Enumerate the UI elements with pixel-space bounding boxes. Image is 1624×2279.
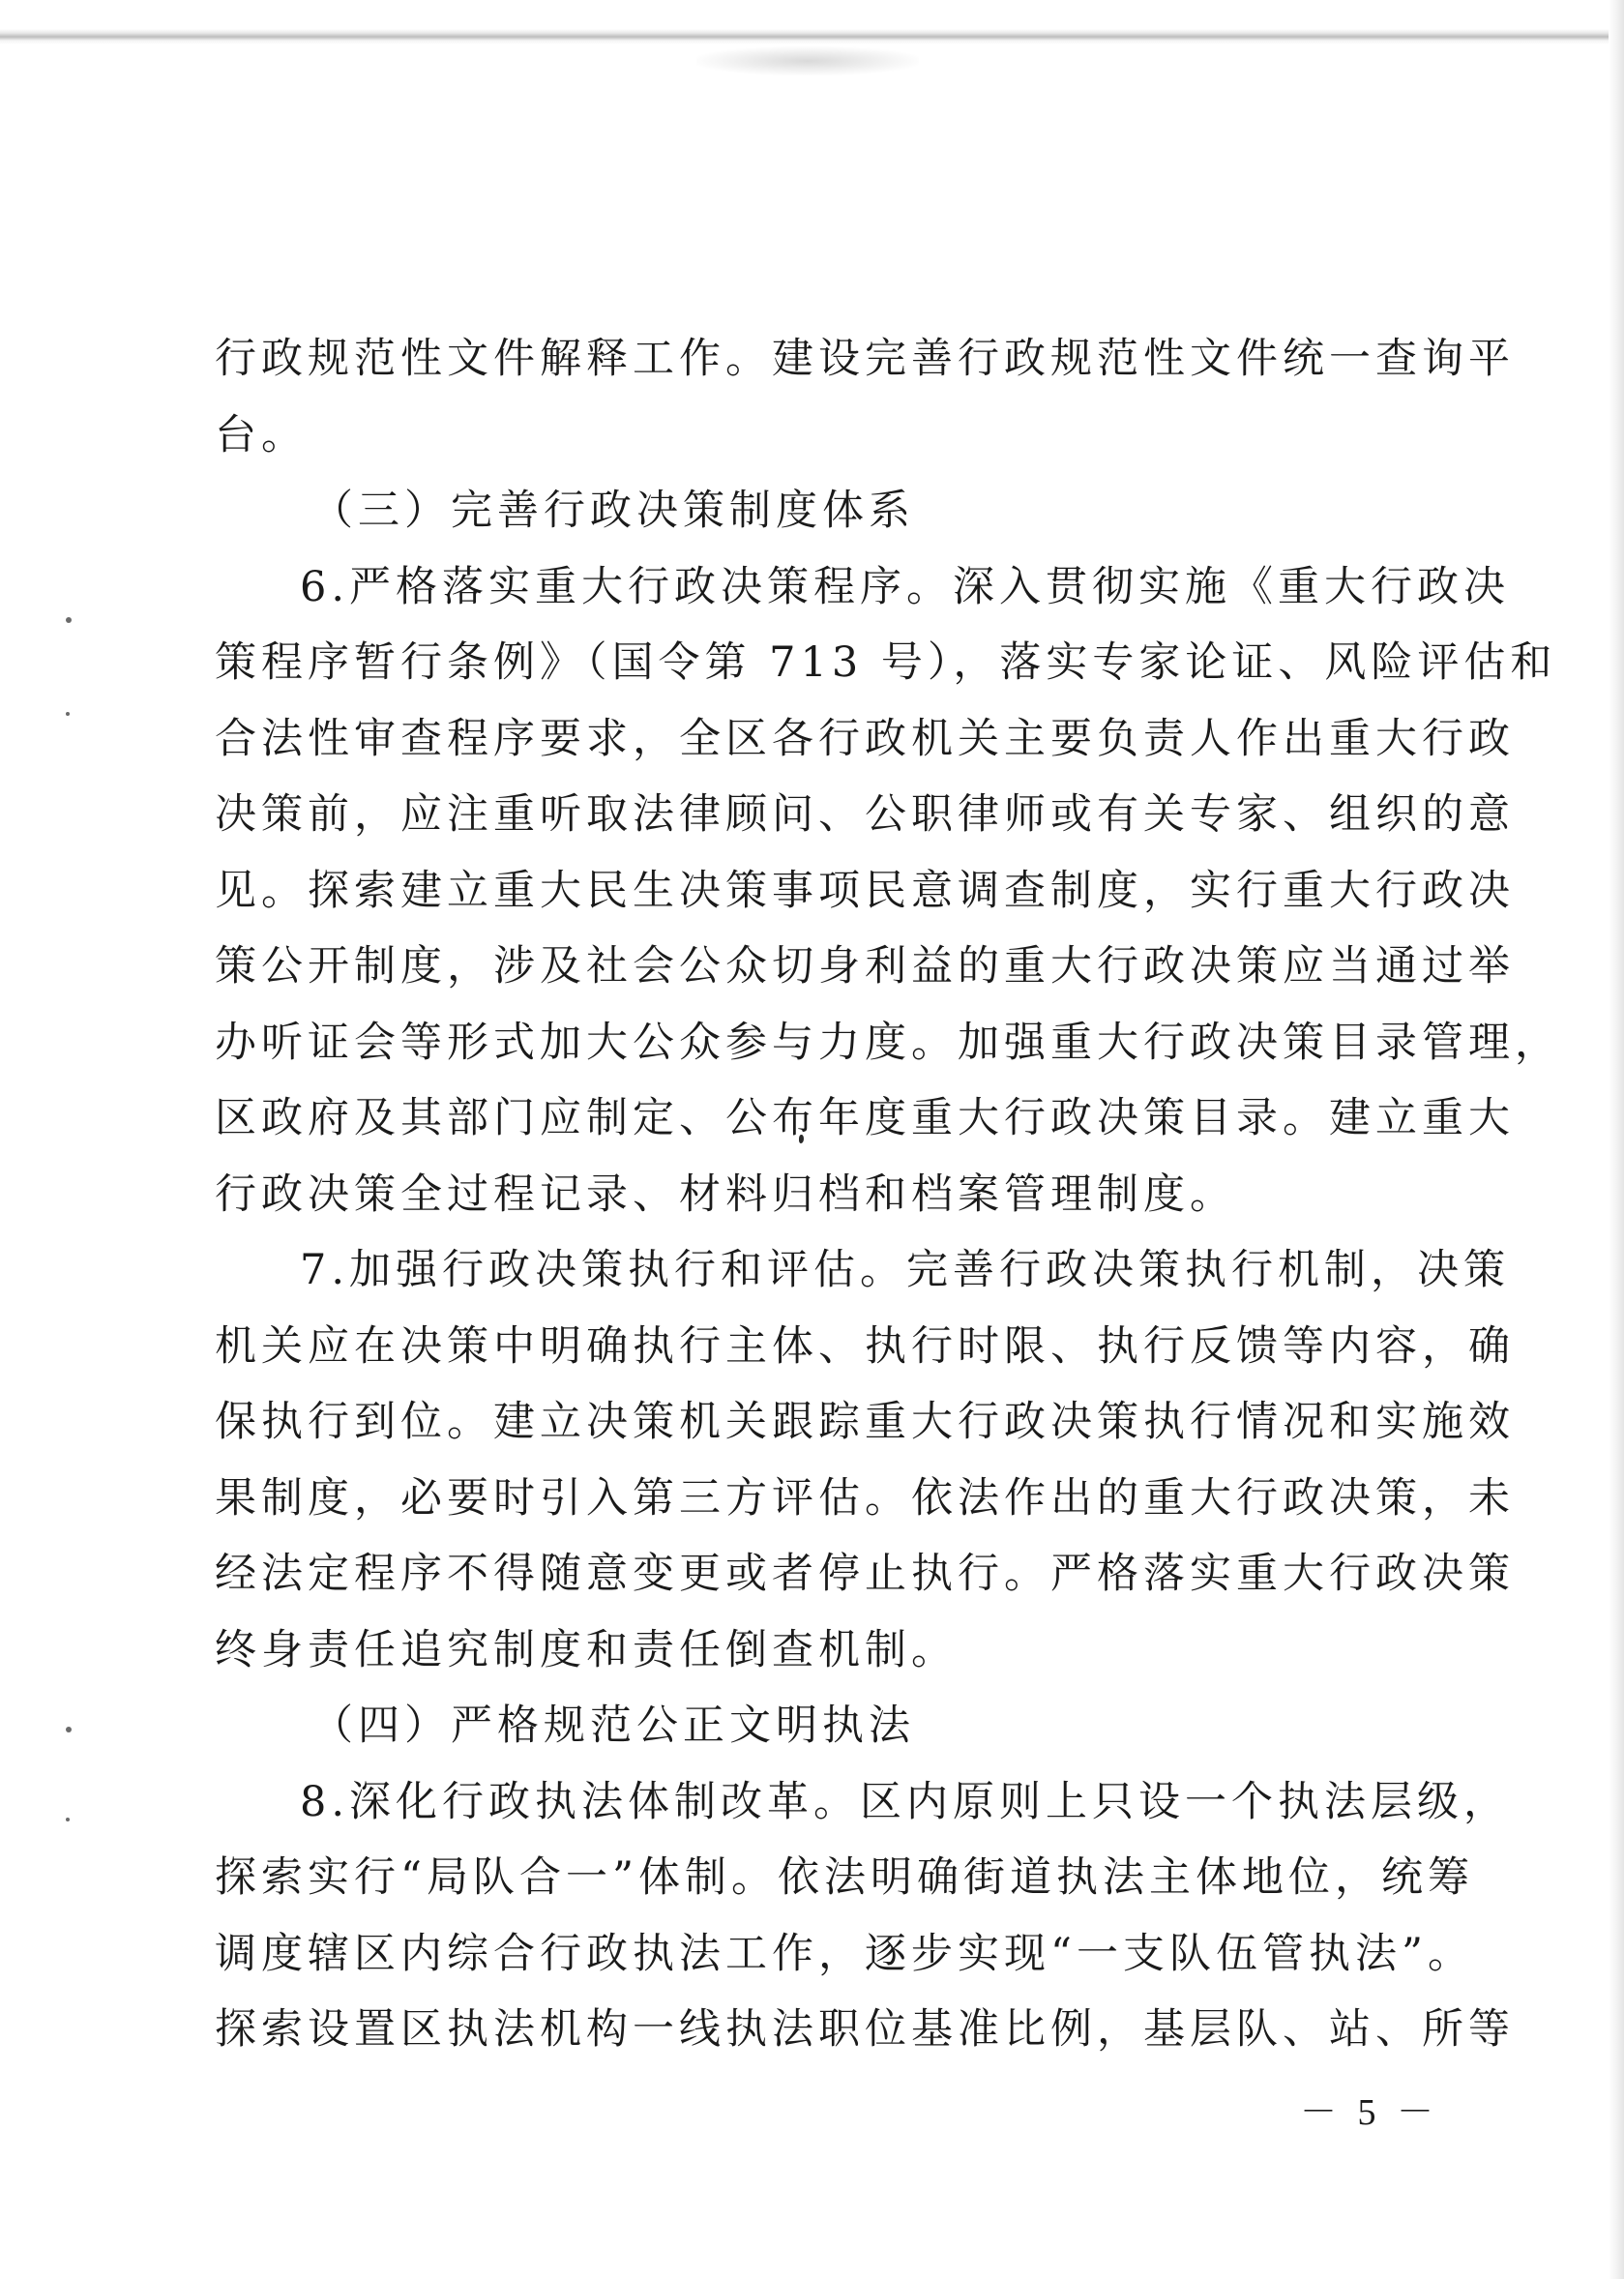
text-line: 终身责任追究制度和责任倒查机制。 bbox=[215, 1625, 958, 1674]
section-heading: （三）完善行政决策制度体系 bbox=[311, 487, 915, 535]
text-line: 办听证会等形式加大公众参与力度。加强重大行政决策目录管理， bbox=[215, 1018, 1561, 1067]
text-line: 台。 bbox=[215, 410, 308, 459]
scan-top-edge bbox=[0, 0, 1624, 44]
paragraph-first-line: 6.严格落实重大行政决策程序。深入贯彻实施《重大行政决 bbox=[300, 562, 1511, 611]
text-line: 策公开制度，涉及社会公众切身利益的重大行政决策应当通过举 bbox=[215, 942, 1515, 991]
text-line: 行政规范性文件解释工作。建设完善行政规范性文件统一查询平 bbox=[215, 335, 1515, 383]
scan-speck bbox=[66, 1818, 70, 1821]
page-number: － 5 － bbox=[1300, 2092, 1440, 2133]
text-line: 调度辖区内综合行政执法工作，逐步实现“一支队伍管执法”。 bbox=[215, 1929, 1474, 1978]
text-line: 探索实行“局队合一”体制。依法明确街道执法主体地位，统筹 bbox=[215, 1853, 1474, 1902]
scan-speck bbox=[66, 712, 70, 716]
text-line: 行政决策全过程记录、材料归档和档案管理制度。 bbox=[215, 1169, 1236, 1219]
faded-stamp-mark bbox=[696, 46, 919, 75]
text-line: 区政府及其部门应制定、公布年度重大行政决策目录。建立重大 bbox=[215, 1094, 1515, 1142]
text-line: 机关应在决策中明确执行主体、执行时限、执行反馈等内容，确 bbox=[215, 1321, 1515, 1371]
text-line: 探索设置区执法机构一线执法职位基准比例，基层队、站、所等 bbox=[215, 2005, 1515, 2054]
text-line: 策程序暂行条例》（国令第 713 号），落实专家论证、风险评估和 bbox=[215, 638, 1557, 687]
paragraph-first-line: 8.深化行政执法体制改革。区内原则上只设一个执法层级， bbox=[300, 1777, 1511, 1826]
document-body bbox=[215, 321, 1561, 2068]
text-line: 保执行到位。建立决策机关跟踪重大行政决策执行情况和实施效 bbox=[215, 1398, 1515, 1446]
text-line: 决策前，应注重听取法律顾问、公职律师或有关专家、组织的意 bbox=[215, 790, 1515, 839]
section-heading: （四）严格规范公正文明执法 bbox=[311, 1702, 915, 1750]
scan-speck bbox=[66, 617, 72, 623]
text-line: 果制度，必要时引入第三方评估。依法作出的重大行政决策，未 bbox=[215, 1473, 1515, 1523]
scan-right-edge bbox=[1609, 0, 1624, 2279]
text-line: 合法性审查程序要求，全区各行政机关主要负责人作出重大行政 bbox=[215, 714, 1515, 763]
text-line: 见。探索建立重大民生决策事项民意调查制度，实行重大行政决 bbox=[215, 866, 1515, 915]
scan-speck bbox=[66, 1727, 72, 1732]
paragraph-first-line: 7.加强行政决策执行和评估。完善行政决策执行机制，决策 bbox=[300, 1246, 1511, 1294]
text-line: 经法定程序不得随意变更或者停止执行。严格落实重大行政决策 bbox=[215, 1550, 1515, 1598]
